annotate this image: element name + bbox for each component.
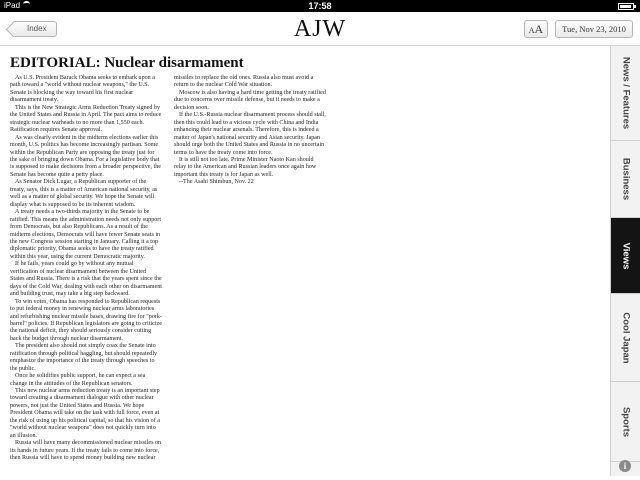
section-tabs bbox=[610, 46, 640, 476]
battery-icon bbox=[618, 3, 634, 10]
article-source: --The Asahi Shimbun, Nov. 22 bbox=[179, 179, 254, 186]
article-paragraph: As was clearly evident in the midterm elections earlier this month, U.S. politics has become increasingly partisan. Some within the Republican Party are opposing the treaty just for the sake of bringing down Obama. For a legislative body that is supposed to make decisions from a broader perspective, the Senate has become quite a petty place. bbox=[10, 134, 161, 178]
article-paragraph: This is the New Strategic Arms Reduction Treaty signed by the United States and Russia in April. The pact aims to reduce strategic nuclear warheads to no more than 1,550 each. Ratification requires Senate approval. bbox=[10, 104, 162, 134]
tab-news-features[interactable] bbox=[611, 46, 640, 141]
article-body bbox=[10, 75, 326, 467]
article-paragraph: As Senator Dick Lugar, a Republican supporter of the treaty, says, this is a matter of American national security, as well as a matter of global security. We hope the Senate will display what is supposed to be its inherent wisdom. bbox=[10, 179, 158, 208]
article-paragraph: Russia will have many decommissioned nuclear missiles on its hands in future years. If the treaty fails to come into force, then Russia will have to spend money building new nuclear missiles to replace the old ones. Russia also must avoid a return to the nuclear Cold War situation. bbox=[10, 75, 314, 462]
article-paragraph: To win votes, Obama has responded to Republican requests to put federal money in renewing nuclear arms laboratories and refurbishing nuclear missile bases, drawing fire for "pork-barrel" policies. If Republican legislators are going to criticize the national deficit, they should seriously consider cutting back the budget through nuclear disarmament. bbox=[10, 298, 162, 342]
status-clock: 17:58 bbox=[308, 1, 332, 11]
article-paragraph: A treaty needs a two-thirds majority in the Senate to be ratified. This means the administration needs not only support from Democrats, but also Republicans. As a result of the midterm elections, Democrats will have fewer Senate seats in the new Congress session starting in January. Calling it a top diplomatic priority, Obama seeks to have the treaty ratified within this year, using the current Democratic majority. bbox=[10, 209, 162, 260]
battery-tip bbox=[634, 5, 636, 8]
app-logo-title: AJW bbox=[293, 16, 347, 42]
issue-date[interactable]: Tue, Nov 23, 2010 bbox=[555, 20, 633, 38]
article-paragraph: The president also should not simply coax the Senate into ratification through political haggling, but should repeatedly emphasize the importance of the treaty through speeches to the public. bbox=[10, 343, 158, 372]
article-view[interactable] bbox=[0, 46, 610, 470]
article-paragraph: If he fails, years could go by without any mutual verification of nuclear disarmament between the United States and Russia. There is a risk that the years spent since the days of the Cold War, dealing with each other on disarmament and building trust, may take a big step backward. bbox=[10, 261, 162, 298]
tab-label: Sports bbox=[620, 406, 632, 437]
tab-label: Views bbox=[620, 242, 632, 269]
tab-label: Business bbox=[620, 157, 632, 201]
article-paragraph: Once he solidifies public support, he can expect a sea change in the attitudes of the Republican senators. bbox=[10, 373, 146, 387]
carrier-label: iPad bbox=[4, 1, 30, 10]
tab-cool-japan[interactable] bbox=[611, 294, 640, 382]
index-button-label: Index bbox=[27, 24, 47, 33]
article-paragraph: Moscow is also having a hard time getting the treaty ratified due to concerns over missile defense, but it needs to make a decision soon. bbox=[174, 89, 326, 111]
article-paragraph: If the U.S.-Russia nuclear disarmament process should stall, then this could lead to a vicious cycle with China and India enhancing their nuclear arsenals. Therefore, this is indeed a matter of Japan's national security and Asian security. Japan should urge both the United States and Russia in no uncertain terms to have the treaty come into force. bbox=[174, 112, 326, 156]
tab-business[interactable] bbox=[611, 141, 640, 218]
tab-sports[interactable] bbox=[611, 382, 640, 462]
font-small-glyph: A bbox=[528, 26, 535, 35]
app-header bbox=[0, 12, 640, 46]
article-paragraph: It is still not too late. Prime Minister Naoto Kan should relay to the American and Russian leaders once again how important this treaty is for Japan as well. bbox=[174, 156, 317, 178]
article-headline: EDITORIAL: Nuclear disarmament bbox=[10, 55, 244, 71]
tab-label: News / Features bbox=[620, 56, 632, 130]
tab-views[interactable] bbox=[611, 218, 640, 294]
tab-label: Cool Japan bbox=[620, 311, 632, 364]
font-large-glyph: A bbox=[534, 22, 544, 36]
info-icon[interactable]: i bbox=[619, 460, 631, 472]
status-bar bbox=[0, 0, 640, 12]
font-size-button[interactable] bbox=[524, 20, 548, 38]
article-paragraph: This new nuclear arms reduction treaty is an important step toward creating a disarmament dialogue with other nuclear powers, not just the United States and Russia. We hope President Obama will take on the task with full force, even at the risk of using up his political capital, so that his vision of a "world without nuclear weapons" does not quickly turn into an illusion. bbox=[10, 388, 160, 439]
article-paragraph: As U.S. President Barack Obama seeks to embark upon a path toward a "world without nuclear weapons," the U.S. Senate is blocking the way toward his first nuclear disarmament treaty. bbox=[10, 75, 155, 104]
